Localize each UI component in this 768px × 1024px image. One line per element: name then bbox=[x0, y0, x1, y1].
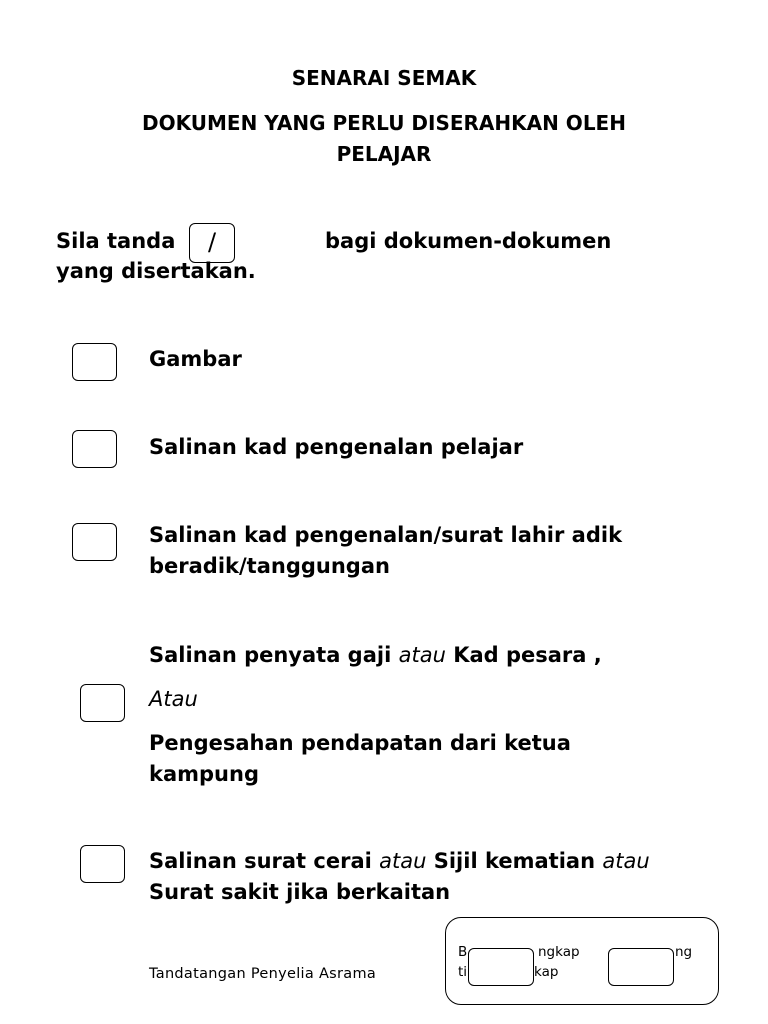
item-gaji-line1 bbox=[149, 640, 602, 671]
checkbox-status-complete[interactable] bbox=[468, 948, 534, 986]
item-surat-cerai-or1: atau bbox=[379, 849, 427, 873]
item-surat-cerai-line2: Surat sakit jika berkaitan bbox=[149, 880, 451, 904]
checkbox-status-incomplete[interactable] bbox=[608, 948, 674, 986]
checkbox-ic-pelajar[interactable] bbox=[72, 430, 117, 468]
checkbox-gambar[interactable] bbox=[72, 343, 117, 381]
tick-symbol: / bbox=[207, 228, 217, 256]
instruction-prefix: Sila tanda bbox=[56, 229, 176, 253]
instruction-suffix: bagi dokumen-dokumen bbox=[325, 229, 612, 253]
item-surat-cerai-part1: Salinan surat cerai bbox=[149, 849, 372, 873]
checkbox-ic-adik[interactable] bbox=[72, 523, 117, 561]
item-gaji-line3: Pengesahan pendapatan dari ketua bbox=[149, 731, 571, 755]
checkbox-surat-cerai[interactable] bbox=[80, 845, 125, 883]
page-subtitle-line2: PELAJAR bbox=[336, 142, 432, 166]
item-gaji-or: atau bbox=[398, 643, 446, 667]
item-gaji-part2: Kad pesara , bbox=[453, 643, 602, 667]
item-surat-cerai-line1 bbox=[149, 846, 650, 877]
item-gaji-part1: Salinan penyata gaji bbox=[149, 643, 392, 667]
item-ic-pelajar-label: Salinan kad pengenalan pelajar bbox=[149, 435, 524, 459]
status-incomplete-fragment-a: ti bbox=[458, 964, 468, 980]
item-surat-cerai-or2: atau bbox=[602, 849, 650, 873]
status-complete-fragment-b: ngkap bbox=[538, 944, 580, 960]
page-subtitle-line1: DOKUMEN YANG PERLU DISERAHKAN OLEH bbox=[142, 111, 626, 135]
checkbox-gaji[interactable] bbox=[80, 684, 125, 722]
signature-label: Tandatangan Penyelia Asrama bbox=[149, 966, 377, 982]
item-ic-adik-line1: Salinan kad pengenalan/surat lahir adik bbox=[149, 523, 623, 547]
item-gaji-or-line: Atau bbox=[149, 687, 198, 711]
status-other-fragment: ng bbox=[675, 944, 693, 960]
item-ic-adik-line2: beradik/tanggungan bbox=[149, 554, 390, 578]
instruction-line2: yang disertakan. bbox=[56, 259, 256, 283]
status-incomplete-fragment-b: kap bbox=[534, 964, 559, 980]
item-gaji-line4: kampung bbox=[149, 762, 259, 786]
item-gambar-label: Gambar bbox=[149, 347, 242, 371]
item-surat-cerai-part2: Sijil kematian bbox=[433, 849, 596, 873]
status-complete-fragment-a: B bbox=[458, 944, 468, 960]
page-title: SENARAI SEMAK bbox=[291, 66, 477, 90]
